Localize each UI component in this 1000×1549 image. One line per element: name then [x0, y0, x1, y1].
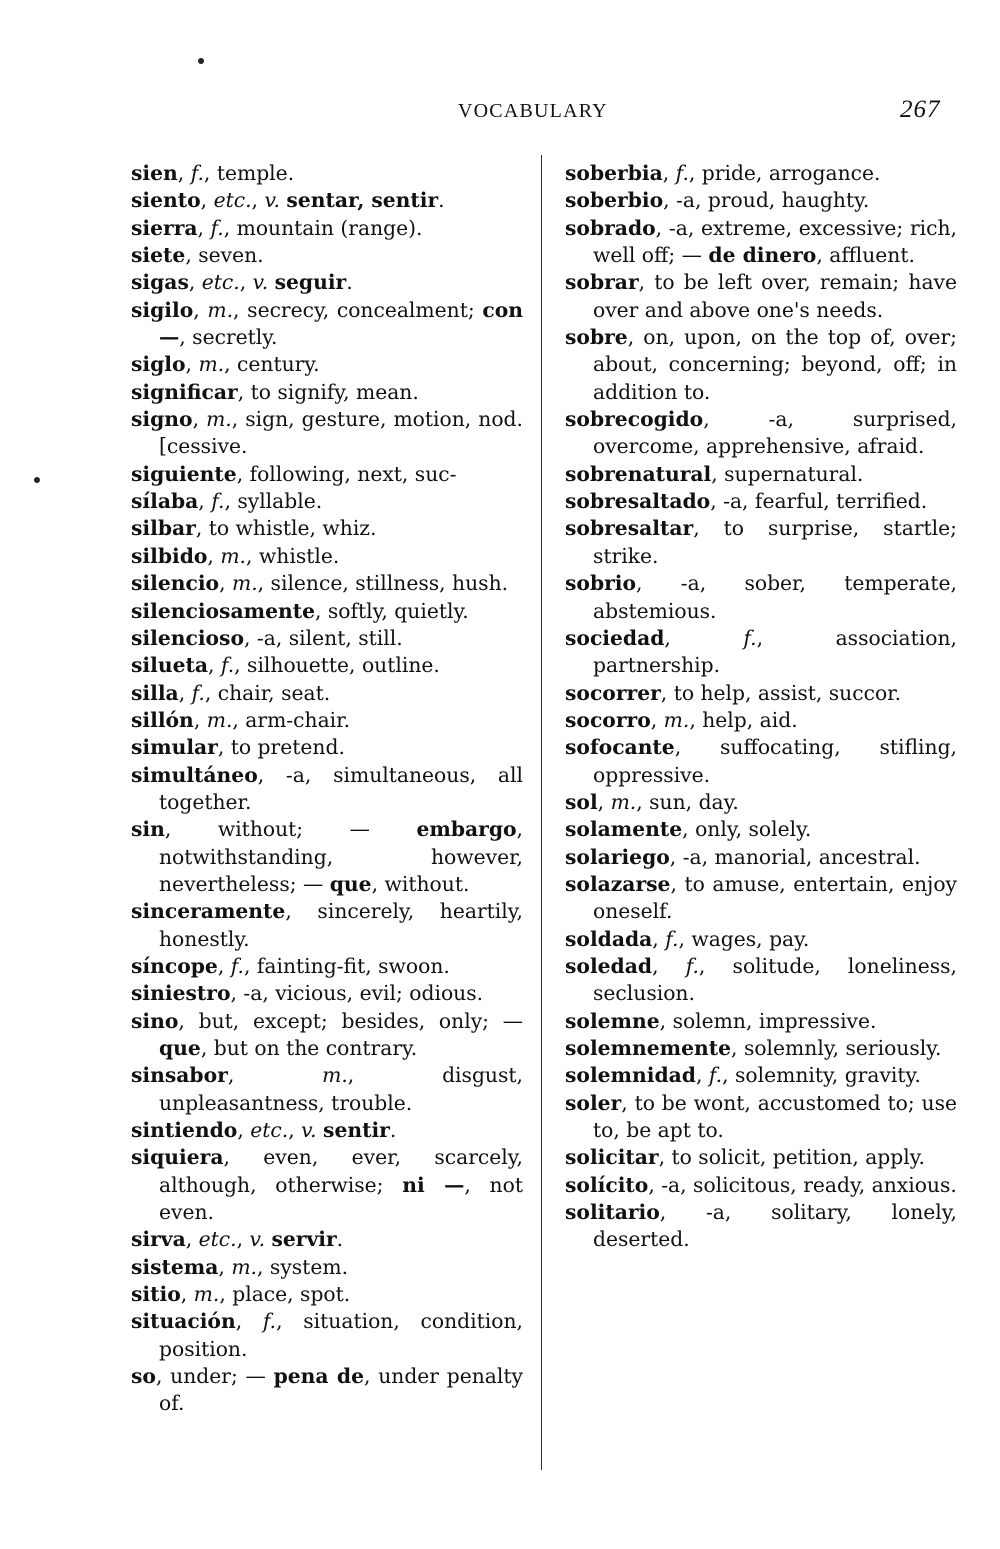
- grammar-abbreviation: f.: [230, 953, 244, 978]
- definition-text: , situation, condition, position.: [159, 1309, 523, 1361]
- definition-text: ,: [695, 1063, 709, 1088]
- definition-text: , solemnly, seriously.: [731, 1036, 942, 1060]
- bold-phrase: seguir: [274, 270, 347, 295]
- vocabulary-entry: [131, 898, 523, 953]
- vocabulary-entry: [565, 625, 957, 680]
- vocabulary-entry: [565, 789, 957, 816]
- headword: solemnemente: [565, 1036, 732, 1060]
- vocabulary-entry: [131, 680, 523, 707]
- vocabulary-entry: [565, 406, 957, 461]
- definition-text: ,: [180, 1282, 194, 1307]
- definition-text: , to amuse, entertain, enjoy oneself.: [593, 871, 957, 924]
- definition-text: ,: [218, 1254, 232, 1279]
- vocabulary-entry: [131, 707, 523, 734]
- definition-text: ,: [217, 953, 231, 978]
- vocabulary-entry: [131, 1226, 523, 1253]
- headword: simular: [131, 735, 218, 760]
- definition-text: ,: [178, 680, 192, 705]
- definition-text: , silhouette, outline.: [234, 653, 440, 678]
- vocabulary-entry: [131, 762, 523, 817]
- definition-text: , to signify, mean.: [237, 379, 419, 404]
- definition-text: ,: [188, 270, 202, 295]
- definition-text: , sign, gesture, motion, nod. [cessive.: [159, 407, 523, 459]
- vocabulary-entry: [131, 625, 523, 652]
- definition-text: , but, except; besides, only; —: [178, 1008, 523, 1033]
- grammar-abbreviation: m.: [198, 352, 225, 377]
- definition-text: , to be wont, accustomed to; use to, be apt to.: [593, 1090, 957, 1143]
- definition-text: ,: [650, 707, 664, 732]
- headword: sillón: [131, 707, 194, 732]
- vocabulary-entry: [565, 570, 957, 625]
- grammar-abbreviation: m.: [220, 543, 247, 568]
- definition-text: ,: [239, 270, 253, 295]
- grammar-abbreviation: v.: [301, 1118, 317, 1143]
- grammar-abbreviation: m.: [231, 1254, 258, 1279]
- headword: simultáneo: [131, 762, 258, 787]
- bold-phrase: de dinero: [708, 243, 817, 268]
- vocabulary-entry: [565, 488, 957, 515]
- bold-phrase: servir: [271, 1227, 337, 1252]
- vocabulary-entry: [131, 242, 523, 269]
- headword: sinceramente: [131, 899, 286, 924]
- definition-text: , -a, proud, haughty.: [663, 188, 870, 213]
- definition-text: , -a, simultaneous, all together.: [159, 762, 523, 814]
- definition-text: , but on the contrary.: [200, 1036, 418, 1060]
- definition-text: , to pretend.: [217, 735, 345, 760]
- definition-text: ,: [193, 297, 208, 322]
- definition-text: ,: [236, 1227, 250, 1252]
- headword: sobrio: [565, 571, 637, 596]
- headword: siento: [131, 188, 201, 213]
- definition-text: , only, solely.: [682, 817, 812, 842]
- vocabulary-entry: [565, 707, 957, 734]
- vocabulary-entry: [131, 1281, 523, 1308]
- headword: sobresaltar: [565, 516, 694, 541]
- vocabulary-entry: [565, 1172, 957, 1199]
- vocabulary-entry: [565, 680, 957, 707]
- definition-text: ,: [207, 543, 221, 568]
- vocabulary-entry: [565, 844, 957, 871]
- headword: sobrenatural: [565, 461, 712, 486]
- headword: silencioso: [131, 625, 245, 650]
- headword: sierra: [131, 215, 198, 240]
- headword: sol: [565, 789, 598, 814]
- vocabulary-entry: [131, 734, 523, 761]
- definition-text: .: [389, 1118, 397, 1143]
- vocabulary-entry: [565, 324, 957, 406]
- grammar-abbreviation: etc.: [250, 1118, 289, 1143]
- print-speck: [198, 58, 204, 64]
- headword: silla: [131, 680, 179, 705]
- definition-text: , under penalty of.: [159, 1364, 523, 1416]
- headword: solazarse: [565, 871, 671, 896]
- definition-text: ,: [200, 188, 214, 213]
- headword: síncope: [131, 953, 218, 978]
- vocabulary-entry: [131, 1117, 523, 1144]
- vocabulary-entry: [565, 269, 957, 324]
- headword: sigas: [131, 270, 189, 295]
- vocabulary-entry: [565, 160, 957, 187]
- bold-phrase: sentar, sentir: [286, 188, 439, 213]
- vocabulary-entry: [565, 1144, 957, 1171]
- headword: sílaba: [131, 489, 199, 514]
- definition-text: , to solicit, petition, apply.: [658, 1145, 925, 1170]
- definition-text: , sun, day.: [636, 789, 739, 814]
- vocabulary-entry: [131, 1308, 523, 1363]
- definition-text: ,: [185, 1227, 199, 1252]
- definition-text: , without.: [371, 871, 470, 896]
- headword: signo: [131, 407, 193, 432]
- bold-phrase: sentir: [323, 1118, 390, 1143]
- vocabulary-entry: [565, 1035, 957, 1062]
- definition-text: ,: [185, 352, 199, 377]
- vocabulary-entry: [565, 1008, 957, 1035]
- definition-text: ,: [208, 653, 221, 678]
- definition-text: , help, aid.: [689, 707, 798, 732]
- grammar-abbreviation: etc.: [213, 188, 252, 213]
- vocabulary-entry: [565, 187, 957, 214]
- headword: silbido: [131, 543, 208, 568]
- definition-text: , syllable.: [224, 489, 323, 514]
- definition-text: , secretly.: [179, 325, 278, 350]
- definition-text: , -a, sober, temperate, abstemious.: [593, 571, 957, 623]
- definition-text: , to whistle, whiz.: [195, 516, 377, 541]
- vocabulary-entry: [565, 734, 957, 789]
- definition-text: , affluent.: [816, 243, 915, 268]
- vocabulary-entry: [565, 816, 957, 843]
- definition-text: , on, upon, on the top of, over; about, concerning; beyond, off; in addition to.: [593, 325, 957, 404]
- grammar-abbreviation: f.: [191, 680, 205, 705]
- definition-text: , -a, manorial, ancestral.: [669, 844, 921, 869]
- definition-text: , pride, arrogance.: [688, 161, 881, 185]
- definition-text: , fainting-fit, swoon.: [243, 953, 450, 978]
- grammar-abbreviation: f.: [210, 215, 224, 240]
- headword: silueta: [131, 653, 208, 678]
- definition-text: ,: [235, 1309, 263, 1334]
- grammar-abbreviation: etc.: [198, 1227, 237, 1252]
- definition-text: , without; —: [164, 817, 417, 842]
- headword: silencio: [131, 571, 220, 596]
- bold-phrase: con —: [159, 297, 523, 350]
- definition-text: .: [438, 188, 445, 213]
- grammar-abbreviation: f.: [685, 953, 699, 978]
- definition-text: , disgust, unpleasantness, trouble.: [159, 1063, 523, 1115]
- grammar-abbreviation: m.: [206, 407, 232, 432]
- headword: significar: [131, 379, 238, 404]
- definition-text: , supernatural.: [711, 461, 864, 486]
- left-column: [131, 160, 523, 1418]
- grammar-abbreviation: f.: [190, 161, 204, 185]
- definition-text: , even, ever, scarcely, although, otherwise;: [159, 1145, 523, 1197]
- definition-text: , -a, solicitous, ready, anxious.: [648, 1172, 957, 1197]
- vocabulary-entry: [131, 406, 523, 461]
- headword: soldada: [565, 926, 653, 951]
- headword: socorrer: [565, 680, 661, 705]
- definition-text: ,: [227, 1063, 323, 1088]
- headword: solariego: [565, 844, 670, 869]
- definition-text: , system.: [257, 1254, 349, 1279]
- headword: sien: [131, 161, 178, 185]
- headword: sinsabor: [131, 1063, 228, 1088]
- definition-text: , -a, extreme, excessive; rich, well off; —: [593, 215, 957, 268]
- vocabulary-entry: [131, 215, 523, 242]
- vocabulary-entry: [131, 570, 523, 597]
- headword: solicitar: [565, 1145, 659, 1170]
- grammar-abbreviation: m.: [207, 297, 234, 322]
- bold-phrase: que: [329, 871, 372, 896]
- definition-text: ,: [237, 1118, 251, 1143]
- definition-text: , softly, quietly.: [315, 598, 469, 623]
- headword: soler: [565, 1090, 622, 1115]
- headword: siquiera: [131, 1145, 224, 1170]
- headword: soledad: [565, 953, 653, 978]
- definition-text: , notwithstanding, however, nevertheless; —: [159, 817, 523, 896]
- definition-text: ,: [193, 707, 207, 732]
- definition-text: , whistle.: [246, 543, 340, 568]
- definition-text: , sincerely, heartily, honestly.: [159, 899, 523, 951]
- definition-text: ,: [664, 625, 744, 650]
- headword: siniestro: [131, 981, 231, 1006]
- vocabulary-entry: [131, 160, 523, 187]
- headword: solamente: [565, 817, 683, 842]
- headword: solemne: [565, 1008, 660, 1033]
- headword: sobresaltado: [565, 489, 711, 514]
- vocabulary-entry: [565, 515, 957, 570]
- vocabulary-entry: [131, 1062, 523, 1117]
- vocabulary-entry: [131, 1254, 523, 1281]
- grammar-abbreviation: m.: [610, 789, 637, 814]
- headword: sirva: [131, 1227, 186, 1252]
- vocabulary-entry: [131, 543, 523, 570]
- definition-text: .: [346, 270, 353, 295]
- headword: sigilo: [131, 297, 194, 322]
- page-number: 267: [900, 96, 941, 123]
- definition-text: , wages, pay.: [678, 926, 810, 951]
- definition-text: , to help, assist, succor.: [660, 680, 902, 705]
- vocabulary-entry: [131, 269, 523, 296]
- vocabulary-entry: [565, 953, 957, 1008]
- definition-text: , -a, surprised, overcome, apprehensive, afraid.: [593, 407, 957, 459]
- definition-text: ,: [652, 953, 686, 978]
- headword: sobrar: [565, 270, 639, 295]
- grammar-abbreviation: m.: [193, 1282, 220, 1307]
- headword: solitario: [565, 1200, 660, 1225]
- definition-text: , under; —: [155, 1364, 274, 1389]
- vocabulary-entry: [131, 488, 523, 515]
- vocabulary-entry: [131, 1008, 523, 1063]
- definition-text: , suffocating, stifling, oppressive.: [593, 735, 957, 787]
- grammar-abbreviation: f.: [665, 926, 679, 951]
- vocabulary-entry: [565, 871, 957, 926]
- headword: sobrado: [565, 215, 656, 240]
- definition-text: , solemn, impressive.: [659, 1008, 877, 1033]
- headword: silbar: [131, 516, 196, 541]
- definition-text: , -a, fearful, terrified.: [710, 489, 928, 514]
- grammar-abbreviation: f.: [743, 625, 757, 650]
- definition-text: , century.: [224, 352, 320, 377]
- definition-text: , to surprise, startle; strike.: [593, 516, 957, 568]
- headword: solemnidad: [565, 1063, 696, 1088]
- headword: sobrecogido: [565, 407, 704, 432]
- vocabulary-entry: [131, 598, 523, 625]
- headword: sobre: [565, 325, 628, 350]
- definition-text: ,: [198, 489, 212, 514]
- grammar-abbreviation: m.: [231, 571, 258, 596]
- grammar-abbreviation: m.: [663, 707, 690, 732]
- grammar-abbreviation: f.: [675, 161, 689, 185]
- definition-text: , temple.: [203, 161, 295, 185]
- vocabulary-entry: [131, 953, 523, 980]
- grammar-abbreviation: v.: [249, 1227, 266, 1252]
- headword: sofocante: [565, 735, 675, 760]
- headword: sistema: [131, 1254, 219, 1279]
- vocabulary-entry: [565, 1090, 957, 1145]
- vocabulary-entry: [131, 1363, 523, 1418]
- definition-text: , not even.: [159, 1172, 523, 1225]
- definition-text: ,: [192, 407, 207, 432]
- definition-text: ,: [177, 161, 191, 185]
- vocabulary-entry: [565, 926, 957, 953]
- definition-text: , -a, solitary, lonely, deserted.: [593, 1200, 957, 1252]
- vocabulary-entry: [131, 816, 523, 898]
- vocabulary-entry: [131, 515, 523, 542]
- grammar-abbreviation: f.: [262, 1309, 277, 1334]
- definition-text: , seven.: [185, 243, 264, 268]
- headword: siete: [131, 243, 186, 268]
- grammar-abbreviation: etc.: [201, 270, 240, 295]
- bold-phrase: ni —: [402, 1172, 465, 1197]
- definition-text: ,: [219, 571, 232, 596]
- definition-text: , chair, seat.: [204, 680, 331, 705]
- grammar-abbreviation: v.: [264, 188, 280, 213]
- headword: siguiente: [131, 461, 237, 486]
- definition-text: , silence, stillness, hush.: [257, 571, 509, 596]
- definition-text: , association, partnership.: [593, 625, 957, 678]
- vocabulary-entry: [131, 187, 523, 214]
- headword: sitio: [131, 1282, 181, 1307]
- definition-text: , arm-chair.: [232, 707, 351, 732]
- vocabulary-entry: [131, 1144, 523, 1226]
- vocabulary-entry: [131, 980, 523, 1007]
- headword: so: [131, 1364, 156, 1389]
- grammar-abbreviation: m.: [322, 1063, 348, 1088]
- vocabulary-entry: [565, 1062, 957, 1089]
- grammar-abbreviation: f.: [708, 1063, 723, 1088]
- vocabulary-entry: [565, 215, 957, 270]
- grammar-abbreviation: m.: [206, 707, 233, 732]
- column-divider: [541, 155, 542, 1470]
- running-head: VOCABULARY: [458, 100, 608, 122]
- vocabulary-entry: [131, 652, 523, 679]
- definition-text: , to be left over, remain; have over and above one's needs.: [593, 270, 957, 322]
- definition-text: , mountain (range).: [223, 215, 423, 240]
- definition-text: , solemnity, gravity.: [722, 1063, 921, 1088]
- definition-text: ,: [197, 215, 211, 240]
- definition-text: ,: [597, 789, 611, 814]
- vocabulary-entry: [565, 461, 957, 488]
- definition-text: , secrecy, concealment;: [233, 297, 483, 322]
- definition-text: , solitude, loneliness, seclusion.: [593, 953, 957, 1006]
- definition-text: ,: [288, 1118, 302, 1143]
- vocabulary-entry: [131, 379, 523, 406]
- headword: socorro: [565, 707, 651, 732]
- headword: situación: [131, 1309, 236, 1334]
- definition-text: ,: [652, 926, 666, 951]
- right-column: [565, 160, 957, 1254]
- grammar-abbreviation: f.: [211, 489, 225, 514]
- definition-text: .: [336, 1227, 344, 1252]
- vocabulary-entry: [131, 351, 523, 378]
- definition-text: , -a, vicious, evil; odious.: [230, 981, 484, 1006]
- headword: sociedad: [565, 625, 665, 650]
- grammar-abbreviation: f.: [220, 653, 235, 678]
- bold-phrase: embargo: [416, 817, 517, 842]
- grammar-abbreviation: v.: [252, 270, 269, 295]
- definition-text: , -a, silent, still.: [244, 625, 403, 650]
- bold-phrase: que: [159, 1036, 201, 1060]
- headword: soberbia: [565, 161, 663, 185]
- headword: siglo: [131, 352, 186, 377]
- headword: silenciosamente: [131, 598, 315, 623]
- headword: soberbio: [565, 188, 664, 213]
- headword: sino: [131, 1008, 179, 1033]
- vocabulary-entry: [565, 1199, 957, 1254]
- definition-text: ,: [251, 188, 265, 213]
- print-speck: [34, 477, 40, 483]
- vocabulary-entry: [131, 461, 523, 488]
- definition-text: , following, next, suc-: [236, 461, 457, 486]
- headword: sin: [131, 817, 165, 842]
- bold-phrase: pena de: [273, 1364, 364, 1389]
- definition-text: ,: [662, 161, 676, 185]
- vocabulary-entry: [131, 297, 523, 352]
- definition-text: , place, spot.: [219, 1282, 351, 1307]
- headword: solícito: [565, 1172, 649, 1197]
- headword: sintiendo: [131, 1118, 238, 1143]
